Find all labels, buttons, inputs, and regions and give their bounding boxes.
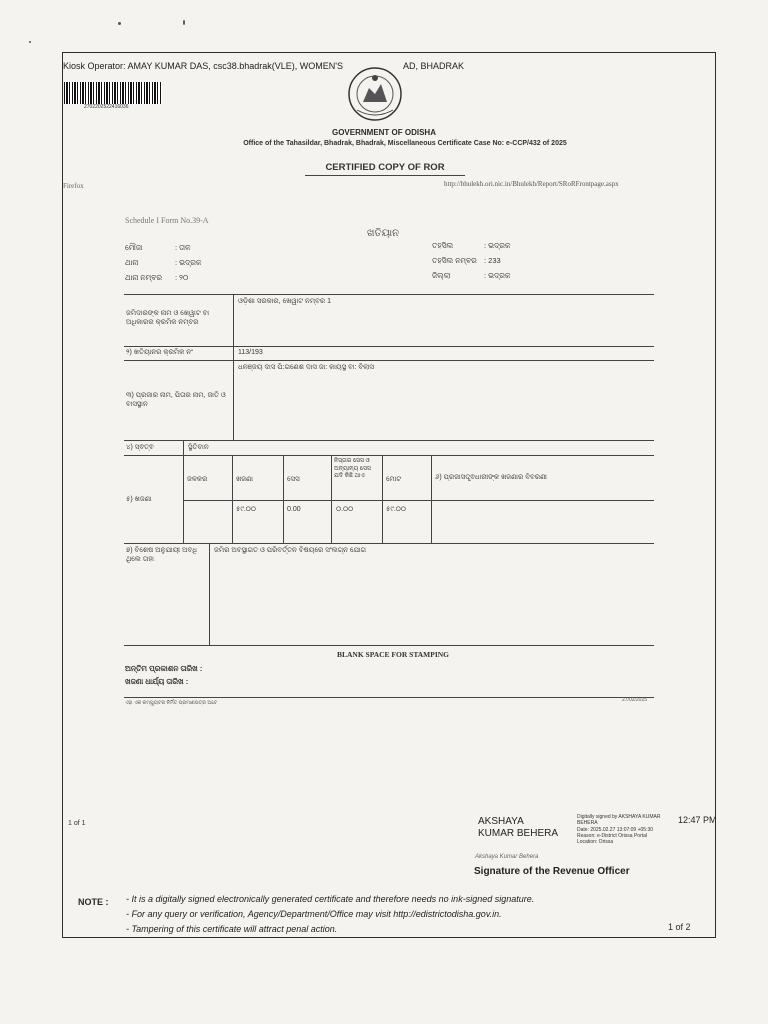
field-value: : ଭଦ୍ରକ: [175, 258, 202, 267]
signer-name: [478, 816, 558, 840]
form-heading: ଖତିୟାନ: [367, 228, 400, 239]
form-footnote: ଏହା ଏକ କମ୍ପ୍ୟୁଟର ନିର୍ମିତ ପ୍ରମାଣପତ୍ର ଅଟେ: [125, 700, 218, 706]
table-rule: [124, 440, 654, 441]
table-divider: [382, 455, 383, 543]
status-label: ୪) ସ୍ଵତ୍ଵ: [126, 444, 154, 451]
signature-reason: Reason: e-District Orissa Portal: [577, 832, 648, 839]
signature-date: Date: 2025.02.27 13:07:09 +05:30: [577, 826, 654, 833]
odisha-emblem-icon: [343, 64, 407, 124]
table-divider: [183, 440, 184, 543]
rent-value-total: ୫୯.୦୦: [386, 506, 406, 513]
tenant-value: ଧନଞ୍ଜୟ ଦାସ ପି:ଗଣେଶ ଦାସ ଜା: କାୟସ୍ଥ ବା: ବିଲାସ: [238, 364, 374, 371]
barcode-icon: [64, 82, 162, 104]
field-value: : ୨୦: [175, 273, 189, 282]
table-divider: [283, 455, 284, 543]
footer-rule: [124, 697, 654, 698]
scan-speck: [118, 22, 121, 25]
note-label: NOTE :: [78, 897, 109, 907]
scan-speck: [29, 41, 31, 43]
table-divider: [209, 543, 210, 645]
rent-value-cess: 0.00: [287, 506, 301, 513]
table-rule: [124, 360, 654, 361]
rent-label: ୫) ଖଜଣା: [126, 496, 152, 503]
office-line: Office of the Tahasildar, Bhadrak, Bhadrak, Miscellaneous Certificate Case No: e-CCP/432 of 2025: [243, 140, 567, 147]
kiosk-operator-text: Kiosk Operator: AMAY KUMAR DAS, csc38.bhadrak(VLE), WOMEN'S: [63, 61, 343, 71]
handwritten-signature: Akshaya Kumar Behera: [475, 854, 539, 860]
note-line-3: - Tampering of this certificate will attract penal action.: [126, 924, 338, 934]
table-divider: [233, 294, 234, 440]
rent-header-other-cess: ନିସ୍ତାର ସେସ ଓ ଅନ୍ୟାନ୍ୟ ସେସ ଯଦି କିଛି ଥାଏ: [334, 458, 371, 479]
table-rule: [183, 500, 654, 501]
landlord-value: ଓଡ଼ିଶା ସରକାର, ଖେୱାଟ ନମ୍ବର 1: [238, 298, 331, 305]
rent-value-rent: ୫୯.୦୦: [236, 506, 256, 513]
table-rule: [124, 346, 654, 347]
stamping-space-label: BLANK SPACE FOR STAMPING: [336, 650, 450, 659]
signer-name-line1: AKSHAYA: [478, 816, 524, 827]
field-label: ଜିଲ୍ଲା: [432, 271, 451, 280]
kiosk-location-text: AD, BHADRAK: [403, 61, 465, 71]
print-date: 27/02/2025: [622, 697, 648, 703]
note-line-2: - For any query or verification, Agency/Department/Office may visit http://edistrictodisha.gov.in.: [126, 909, 502, 919]
signer-surname: BEHERA: [577, 820, 598, 827]
rent-value-other-cess: ୦.୦୦: [336, 506, 354, 513]
table-rule: [124, 455, 654, 456]
khatiyan-no-label: ୨) ଖତିୟାନର କ୍ରମିକ ନଂ: [126, 349, 193, 356]
source-url: http://bhulekh.ori.nic.in/Bhulekh/Report/SRoRFrontpage.aspx: [444, 180, 619, 188]
table-rule: [124, 294, 654, 295]
field-value: : ଭଦ୍ରକ: [484, 271, 511, 280]
browser-label: Firefox: [63, 182, 84, 190]
government-heading: GOVERNMENT OF ODISHA: [331, 128, 436, 137]
signature-location: Location: Orissa: [577, 839, 614, 845]
field-value: : ଭଦ୍ରକ: [484, 241, 511, 250]
field-label: ତହସିଲ ନମ୍ବର: [432, 256, 477, 265]
landlord-label: ଜମିଦାରଙ୍କ ନାମ ଓ ଖେୱାଟ ବା ଅଧିକାରର କ୍ରମିକ ନମ୍ବର: [126, 310, 210, 326]
special-label: ୭) ବିଶେଷ ଅନୁଯାୟୀ ଅବଧି ଥିଲେ ତାହା: [126, 547, 198, 563]
table-divider: [331, 455, 332, 543]
revenue-officer-signature-label: Signature of the Revenue Officer: [474, 866, 630, 877]
title-underline: [305, 175, 465, 176]
rent-header-rent: ଖଜଣା: [236, 476, 253, 483]
page-number: 1 of 2: [668, 922, 691, 932]
certificate-title: CERTIFIED COPY OF ROR: [325, 162, 445, 173]
inner-page-number: 1 of 1: [68, 820, 86, 827]
digitally-signed-by: Digitally signed by AKSHAYA KUMAR: [577, 814, 661, 820]
field-value: : ତାଳ: [175, 243, 191, 252]
table-divider: [431, 455, 432, 543]
special-value: ଜମିର ଅବସ୍ଥାଗତ ଓ ପରିବର୍ତ୍ତନ ବିଷୟରେ ସଂଲଗ୍ନ ଯୋଗ: [214, 547, 367, 554]
rent-header-cess: ସେସ: [287, 476, 300, 483]
scan-speck: [183, 20, 185, 25]
table-rule: [124, 543, 654, 544]
digital-signature-block: [577, 814, 660, 845]
final-publication-label: ଅନ୍ତିମ ପ୍ରକାଶନ ତାରିଖ :: [125, 664, 203, 673]
rent-fixed-label: ଖଜଣା ଧାର୍ଯ୍ୟ ତାରିଖ :: [125, 677, 189, 686]
field-label: ଥାନା: [125, 258, 139, 267]
rent-header-total: ମୋଟ: [386, 476, 402, 483]
rent-header-water: ଜଳକର: [187, 476, 208, 483]
field-value: : 233: [484, 256, 501, 265]
rent-header-details: ୬) ପ୍ରଜାସତ୍ତ୍ଵଧାରୀଙ୍କ ଖଜଣାର ବିବରଣୀ: [435, 474, 547, 481]
note-line-1: - It is a digitally signed electronically generated certificate and therefore needs no ink-signed signature.: [126, 894, 535, 904]
signature-time: 12:47 PM: [678, 815, 717, 825]
table-divider: [232, 455, 233, 543]
khatiyan-no-value: 113/193: [238, 349, 263, 356]
tenant-label: ୩) ପ୍ରଜାର ନାମ, ପିତାର ନାମ, ଜାତି ଓ ବାସସ୍ଥାନ: [126, 392, 226, 408]
signer-name-line2: KUMAR BEHERA: [478, 828, 559, 839]
field-label: ମୌଜା: [125, 243, 143, 252]
schedule-label: Schedule I Form No.39-A: [125, 216, 209, 225]
table-rule: [124, 645, 654, 646]
field-label: ଥାନା ନମ୍ବର: [125, 273, 163, 282]
barcode-number: 2702202522416036: [84, 104, 129, 110]
field-label: ତହସିଲ: [432, 241, 454, 250]
status-value: ସ୍ଥିତିବାନ: [188, 444, 209, 451]
